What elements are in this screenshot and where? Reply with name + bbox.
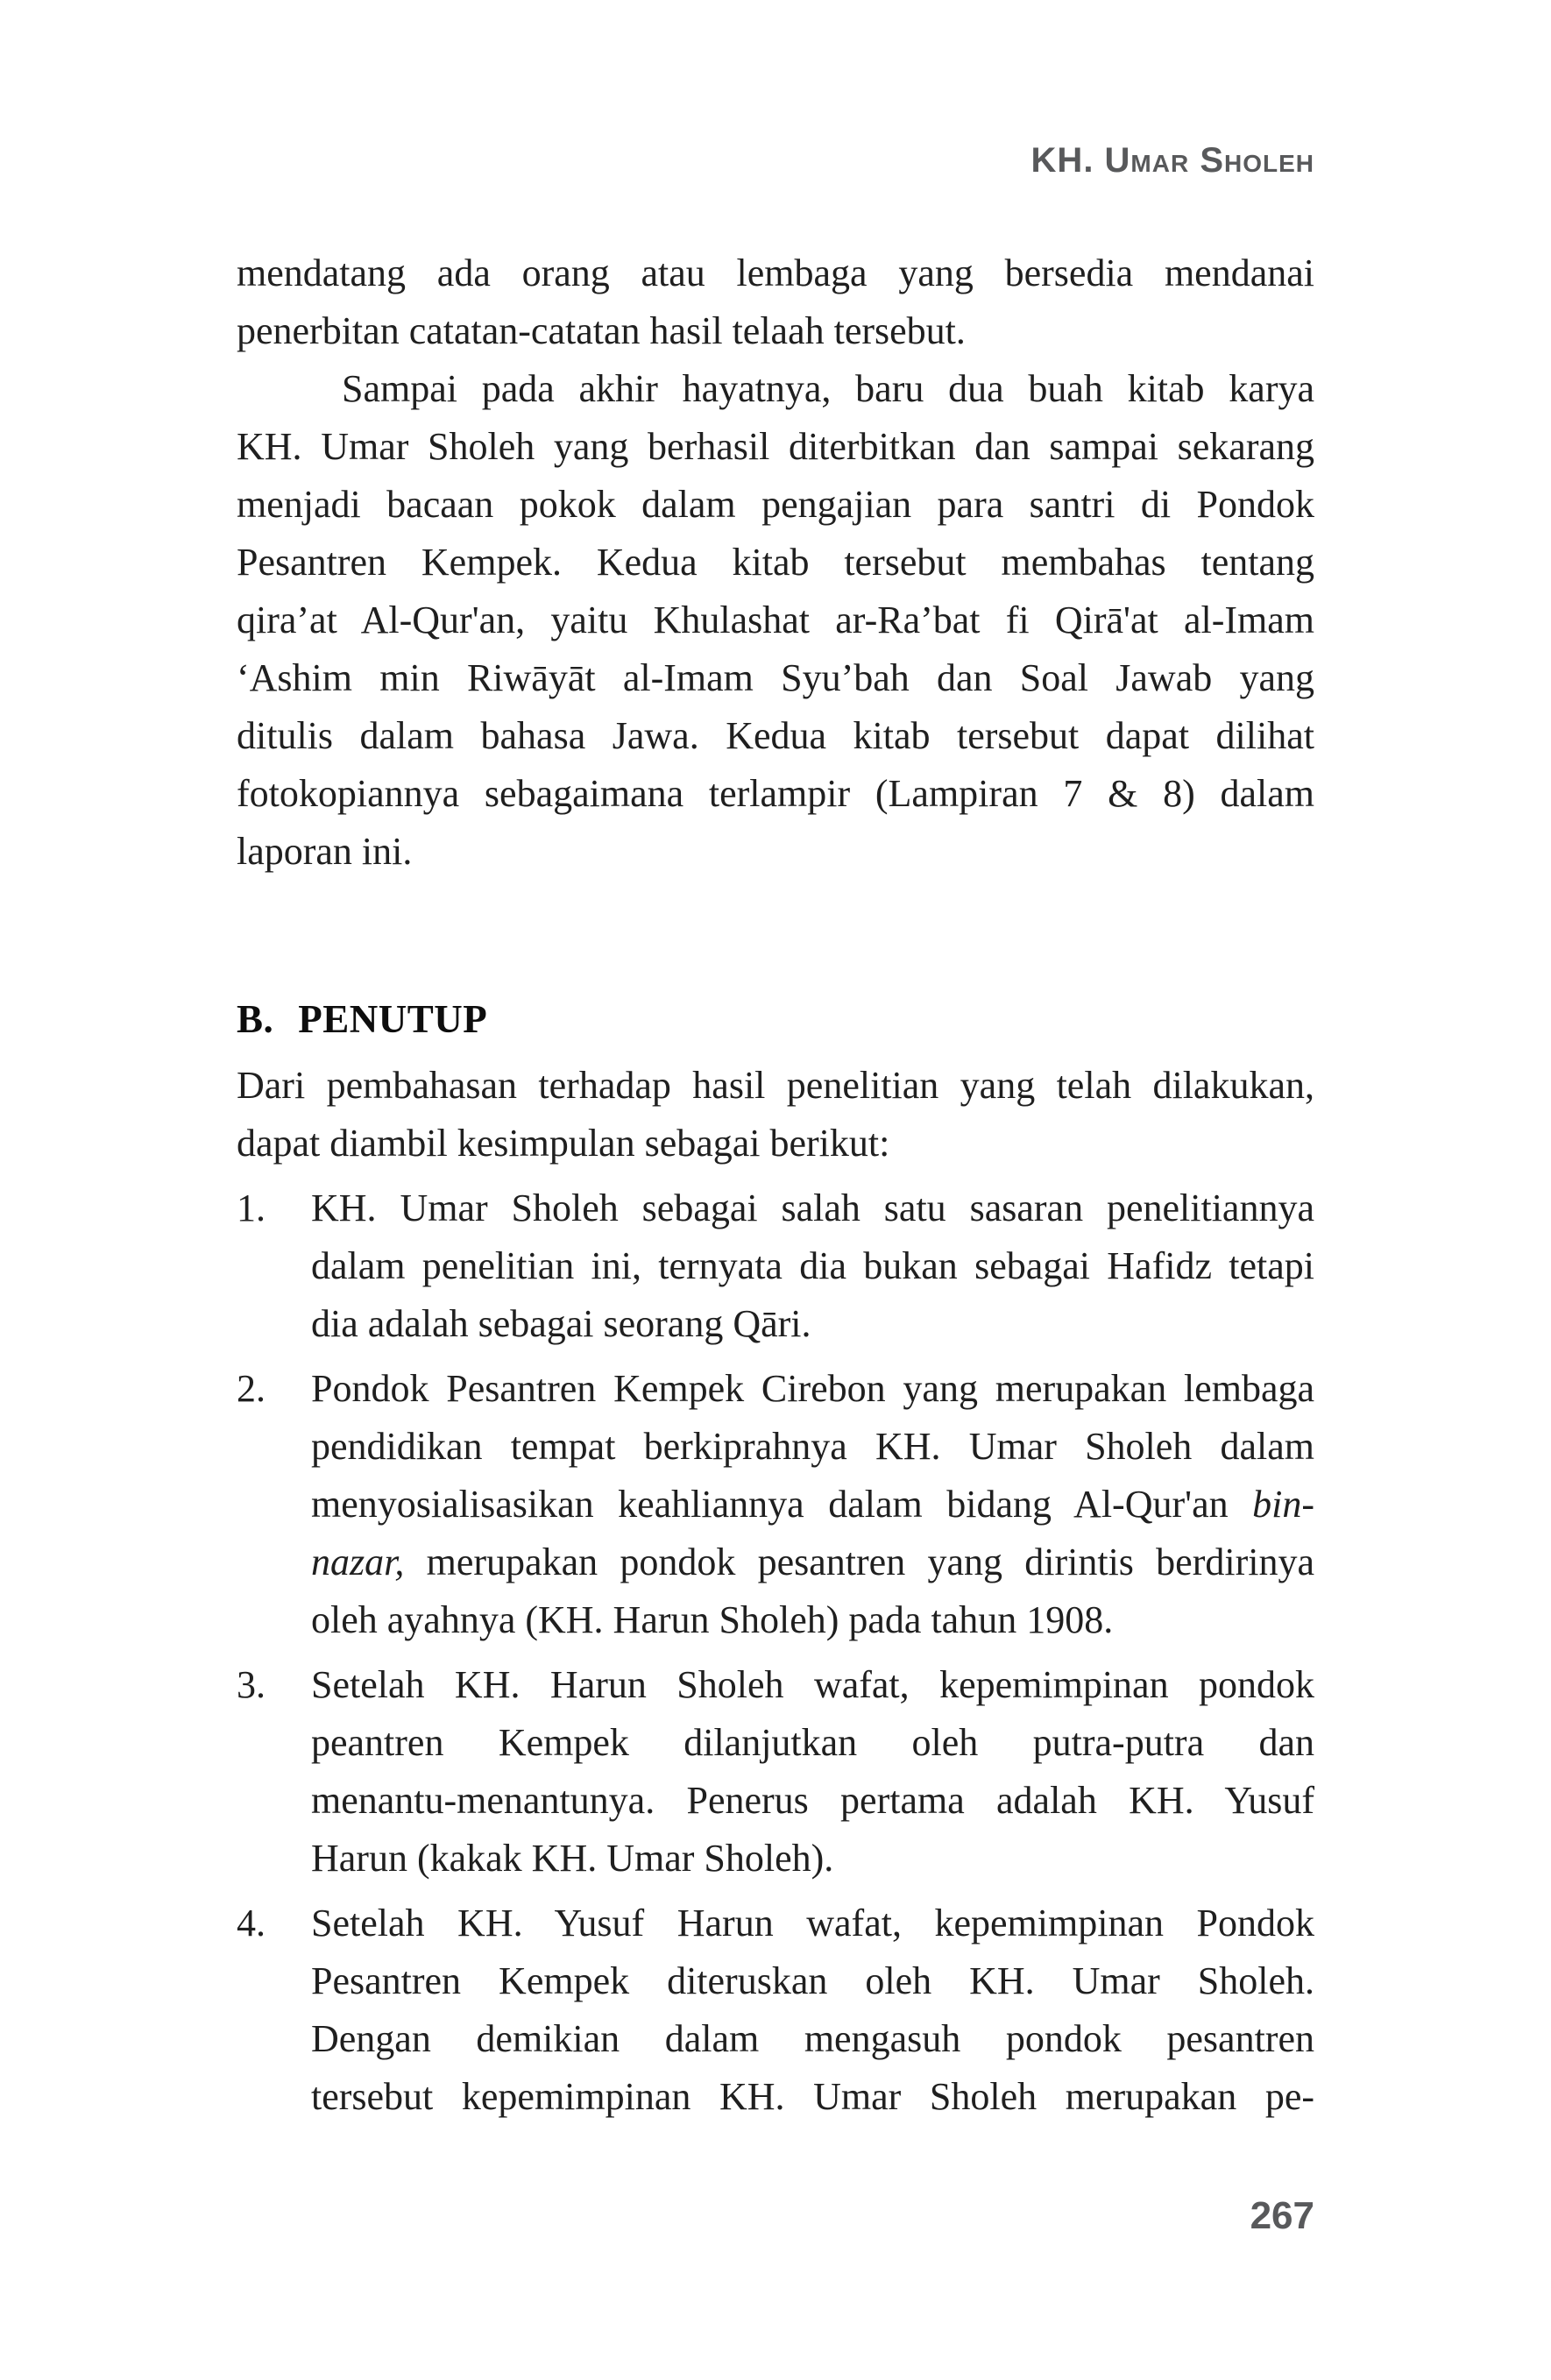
text-line — [311, 1534, 1314, 1591]
text-line: ‘Ashim min Riwāyāt al-Imam Syu’bah dan Soal Jawab yang — [237, 656, 1314, 699]
text-line: dapat diambil kesimpulan sebagai berikut: — [237, 1122, 890, 1165]
list-item-text — [311, 1179, 1314, 1353]
text-line: Setelah KH. Harun Sholeh wafat, kepemimpinan pondok — [311, 1663, 1314, 1706]
paragraph — [237, 360, 1314, 881]
list-item-text — [311, 1360, 1314, 1649]
list-number: 3. — [237, 1663, 266, 1706]
text-line: Harun (kakak KH. Umar Sholeh). — [311, 1837, 834, 1880]
text-line: tersebut kepemimpinan KH. Umar Sholeh merupakan pe- — [311, 2075, 1314, 2118]
section-heading-title: PENUTUP — [298, 997, 488, 1041]
text-segment: menyosialisasikan keahliannya dalam bidang Al-Qur'an — [311, 1483, 1229, 1526]
list-item-text — [311, 1895, 1314, 2126]
section-heading-label: B. — [237, 997, 274, 1041]
text-line: mendatang ada orang atau lembaga yang bersedia mendanai — [237, 251, 1314, 294]
text-line: Dengan demikian dalam mengasuh pondok pesantren — [311, 2017, 1314, 2060]
text-line: menjadi bacaan pokok dalam pengajian para santri di Pondok — [237, 483, 1314, 526]
list-item — [237, 1360, 1314, 1649]
italic-text-segment: nazar, — [311, 1541, 405, 1583]
text-line — [311, 1476, 1314, 1534]
text-line: penerbitan catatan-catatan hasil telaah tersebut. — [237, 309, 966, 352]
text-line: Dari pembahasan terhadap hasil penelitian yang telah dilakukan, — [237, 1064, 1314, 1107]
text-line: KH. Umar Sholeh yang berhasil diterbitkan dan sampai sekarang — [237, 425, 1314, 468]
text-line: dia adalah sebagai seorang Qāri. — [311, 1302, 811, 1345]
text-line: Pondok Pesantren Kempek Cirebon yang merupakan lembaga — [311, 1367, 1314, 1410]
text-line: menantu-menantunya. Penerus pertama adalah KH. Yusuf — [311, 1779, 1314, 1822]
text-line: peantren Kempek dilanjutkan oleh putra-putra dan — [311, 1721, 1314, 1764]
conclusion-list — [237, 1179, 1314, 2126]
text-segment: merupakan pondok pesantren yang dirintis berdirinya — [426, 1541, 1314, 1583]
list-item — [237, 1179, 1314, 1353]
text-line: Pesantren Kempek diteruskan oleh KH. Umar Sholeh. — [311, 1959, 1314, 2002]
text-line: dalam penelitian ini, ternyata dia bukan sebagai Hafidz tetapi — [311, 1244, 1314, 1287]
section-heading — [237, 993, 1314, 1045]
page-number: 267 — [1250, 2194, 1314, 2237]
list-item-text — [311, 1656, 1314, 1888]
text-line: fotokopiannya sebagaimana terlampir (Lampiran 7 & 8) dalam — [237, 772, 1314, 815]
text-line: pendidikan tempat berkiprahnya KH. Umar Sholeh dalam — [311, 1425, 1314, 1468]
paragraph — [237, 1057, 1314, 1172]
list-number: 1. — [237, 1186, 266, 1229]
text-line: laporan ini. — [237, 830, 413, 873]
text-line: Pesantren Kempek. Kedua kitab tersebut membahas tentang — [237, 541, 1314, 584]
text-line: oleh ayahnya (KH. Harun Sholeh) pada tahun 1908. — [311, 1598, 1114, 1641]
running-header: KH. Umar Sholeh — [1030, 141, 1314, 180]
paragraph — [237, 244, 1314, 360]
text-line: ditulis dalam bahasa Jawa. Kedua kitab tersebut dapat dilihat — [237, 714, 1314, 757]
italic-text-segment: bin- — [1252, 1483, 1315, 1526]
text-line: Setelah KH. Yusuf Harun wafat, kepemimpinan Pondok — [311, 1902, 1314, 1944]
text-line: KH. Umar Sholeh sebagai salah satu sasaran penelitiannya — [311, 1186, 1314, 1229]
list-number: 2. — [237, 1367, 266, 1410]
list-item — [237, 1656, 1314, 1888]
page-body — [237, 244, 1314, 2126]
text-line: Sampai pada akhir hayatnya, baru dua buah kitab karya — [342, 367, 1314, 410]
list-item — [237, 1895, 1314, 2126]
list-number: 4. — [237, 1902, 266, 1944]
text-line: qira’at Al-Qur'an, yaitu Khulashat ar-Ra’bat fi Qirā'at al-Imam — [237, 599, 1314, 641]
